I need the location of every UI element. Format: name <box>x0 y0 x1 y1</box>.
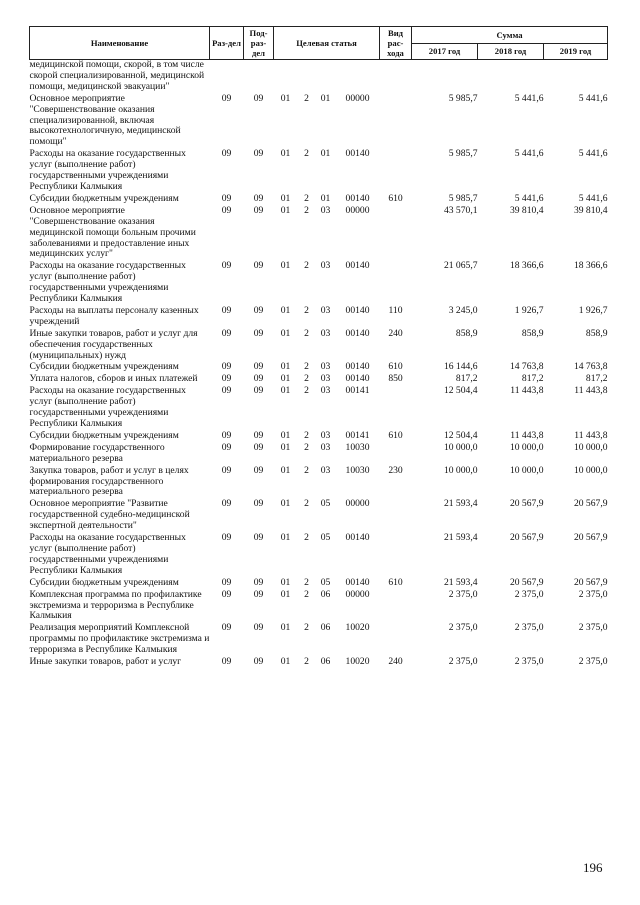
row-vid-rashoda: 610 <box>388 576 403 588</box>
row-sum-2018: 20 567,9 <box>509 532 544 544</box>
row-sum-2019: 11 443,8 <box>574 429 608 441</box>
row-podrazdel: 09 <box>253 622 264 634</box>
table-row <box>30 657 608 669</box>
row-razdel: 09 <box>221 260 232 272</box>
row-sum-2018: 5 441,6 <box>514 92 544 104</box>
row-sum-2018: 817,2 <box>521 373 544 385</box>
row-sum-2018: 39 810,4 <box>509 204 544 216</box>
row-vid-rashoda <box>380 386 412 431</box>
table-row <box>30 466 608 500</box>
table-row <box>30 194 608 206</box>
row-sum-2017: 16 144,6 <box>443 361 478 373</box>
row-name: Расходы на оказание государственных услуг (выполнение работ) государственными учреждениями Республики Калмыкия <box>29 385 186 429</box>
row-sum-2018: 2 375,0 <box>514 622 544 634</box>
row-target-program: 01 <box>280 441 291 453</box>
row-target-direction: 00140 <box>345 532 370 544</box>
row-podrazdel: 09 <box>253 441 264 453</box>
table-row <box>30 443 608 466</box>
table-row <box>30 329 608 363</box>
row-target-program: 01 <box>280 532 291 544</box>
row-target-subprogram: 2 <box>304 429 309 441</box>
row-name: медицинской помощи, скорой, в том числе скорой специализированной, медицинской помощи, медицинской эвакуации" <box>29 59 205 92</box>
row-target-direction: 00140 <box>345 148 370 160</box>
row-target-subprogram: 2 <box>304 327 309 339</box>
row-podrazdel: 09 <box>253 429 264 441</box>
row-target-direction: 00141 <box>345 385 370 397</box>
row-target-direction: 00000 <box>345 92 370 104</box>
row-podrazdel: 09 <box>253 464 264 476</box>
row-target-program: 01 <box>280 373 291 385</box>
row-sum-2018: 2 375,0 <box>514 588 544 600</box>
row-vid-rashoda <box>380 206 412 262</box>
row-target-event: 03 <box>320 304 331 316</box>
header-year-2019: 2019 год <box>544 43 608 60</box>
row-target-event <box>316 60 336 94</box>
row-podrazdel: 09 <box>253 498 264 510</box>
row-sum-2018: 5 441,6 <box>514 192 544 204</box>
row-podrazdel: 09 <box>253 656 264 668</box>
row-sum-2018 <box>478 60 544 94</box>
row-sum-2017: 12 504,4 <box>443 429 478 441</box>
row-sum-2017: 43 570,1 <box>443 204 478 216</box>
header-year-2017: 2017 год <box>412 43 478 60</box>
row-sum-2018: 5 441,6 <box>514 148 544 160</box>
table-row <box>30 149 608 194</box>
row-sum-2019: 2 375,0 <box>578 622 608 634</box>
row-sum-2017 <box>412 60 478 94</box>
row-target-subprogram: 2 <box>304 622 309 634</box>
row-razdel: 09 <box>221 204 232 216</box>
row-target-event: 03 <box>320 441 331 453</box>
row-razdel: 09 <box>221 385 232 397</box>
row-target-subprogram: 2 <box>304 464 309 476</box>
row-target-program: 01 <box>280 260 291 272</box>
row-target-program: 01 <box>280 588 291 600</box>
row-vid-rashoda <box>380 499 412 533</box>
row-target-program: 01 <box>280 656 291 668</box>
row-target-event: 01 <box>320 92 331 104</box>
row-razdel: 09 <box>221 622 232 634</box>
row-target-event: 06 <box>320 588 331 600</box>
table-row <box>30 499 608 533</box>
row-podrazdel: 09 <box>253 204 264 216</box>
row-razdel: 09 <box>221 464 232 476</box>
row-vid-rashoda: 610 <box>388 192 403 204</box>
row-sum-2018: 10 000,0 <box>509 464 544 476</box>
row-sum-2017: 10 000,0 <box>443 464 478 476</box>
row-target-direction: 00140 <box>345 327 370 339</box>
header-sum: Сумма <box>412 27 608 44</box>
row-razdel: 09 <box>221 429 232 441</box>
row-target-event: 01 <box>320 192 331 204</box>
row-target-direction: 00140 <box>345 576 370 588</box>
row-target-program: 01 <box>280 385 291 397</box>
row-target-direction: 00140 <box>345 304 370 316</box>
row-sum-2018: 20 567,9 <box>509 576 544 588</box>
row-sum-2019: 11 443,8 <box>574 385 608 397</box>
row-sum-2017: 2 375,0 <box>448 656 478 668</box>
row-target-subprogram: 2 <box>304 204 309 216</box>
row-target-event: 05 <box>320 532 331 544</box>
row-vid-rashoda: 610 <box>388 361 403 373</box>
row-name: Расходы на оказание государственных услуг (выполнение работ) государственными учреждениями Республики Калмыкия <box>29 260 186 305</box>
row-target-direction: 00000 <box>345 588 370 600</box>
table-row <box>30 60 608 94</box>
row-sum-2017: 5 985,7 <box>448 148 478 160</box>
row-sum-2019: 2 375,0 <box>578 588 608 600</box>
row-target-event: 05 <box>320 498 331 510</box>
row-target-subprogram <box>298 60 316 94</box>
row-vid-rashoda <box>380 94 412 150</box>
table-body <box>30 60 608 669</box>
row-vid-rashoda: 610 <box>388 429 403 441</box>
row-target-event: 03 <box>320 464 331 476</box>
row-podrazdel: 09 <box>253 385 264 397</box>
header-target: Целевая статья <box>274 27 380 60</box>
row-name: Реализация мероприятий Комплексной программы по профилактике экстремизма и терроризма в Республике Калмыкия <box>29 622 210 656</box>
row-name: Формирование государственного материального резерва <box>29 441 165 464</box>
row-razdel: 09 <box>221 576 232 588</box>
row-sum-2019: 10 000,0 <box>573 441 608 453</box>
row-razdel: 09 <box>221 361 232 373</box>
row-razdel: 09 <box>221 498 232 510</box>
row-sum-2018: 10 000,0 <box>509 441 544 453</box>
row-sum-2019: 5 441,6 <box>578 148 608 160</box>
row-target-event: 03 <box>320 327 331 339</box>
row-target-subprogram: 2 <box>304 441 309 453</box>
row-razdel: 09 <box>221 373 232 385</box>
row-razdel: 09 <box>221 588 232 600</box>
row-razdel: 09 <box>221 192 232 204</box>
row-name: Уплата налогов, сборов и иных платежей <box>29 373 198 385</box>
row-target-program: 01 <box>280 148 291 160</box>
row-target-event: 05 <box>320 576 331 588</box>
table-row <box>30 623 608 657</box>
row-target-program: 01 <box>280 92 291 104</box>
row-sum-2019 <box>544 60 608 94</box>
row-sum-2019: 20 567,9 <box>573 576 608 588</box>
row-name: Иные закупки товаров, работ и услуг <box>29 656 182 668</box>
row-vid-rashoda: 240 <box>388 656 403 668</box>
row-podrazdel <box>244 60 274 94</box>
row-sum-2018: 1 926,7 <box>514 304 544 316</box>
row-razdel: 09 <box>221 441 232 453</box>
row-podrazdel: 09 <box>253 361 264 373</box>
row-target-program: 01 <box>280 464 291 476</box>
row-target-subprogram: 2 <box>304 576 309 588</box>
row-sum-2019: 5 441,6 <box>578 192 608 204</box>
row-target-direction: 10030 <box>345 464 370 476</box>
row-vid-rashoda: 230 <box>388 464 403 476</box>
row-vid-rashoda <box>380 443 412 466</box>
row-target-subprogram: 2 <box>304 148 309 160</box>
row-sum-2017: 21 593,4 <box>443 576 478 588</box>
row-name: Субсидии бюджетным учреждениям <box>29 429 179 441</box>
row-target-event: 03 <box>320 204 331 216</box>
row-sum-2019: 10 000,0 <box>573 464 608 476</box>
row-sum-2019: 39 810,4 <box>573 204 608 216</box>
row-sum-2017: 21 593,4 <box>443 532 478 544</box>
row-target-direction: 00140 <box>345 192 370 204</box>
row-name: Расходы на выплаты персоналу казенных учреждений <box>29 304 199 327</box>
table-row <box>30 306 608 329</box>
row-podrazdel: 09 <box>253 327 264 339</box>
row-target-program <box>274 60 298 94</box>
row-vid-rashoda <box>380 590 412 624</box>
row-target-program: 01 <box>280 361 291 373</box>
row-podrazdel: 09 <box>253 588 264 600</box>
row-target-event: 03 <box>320 361 331 373</box>
row-target-subprogram: 2 <box>304 385 309 397</box>
row-sum-2018: 11 443,8 <box>510 429 544 441</box>
row-target-direction: 00000 <box>345 204 370 216</box>
page-number: 196 <box>583 860 603 875</box>
row-vid-rashoda <box>380 261 412 306</box>
row-name: Комплексная программа по профилактике экстремизма и терроризма в Республике Калмыкия <box>29 588 202 622</box>
row-sum-2019: 2 375,0 <box>578 656 608 668</box>
row-target-direction: 00140 <box>345 373 370 385</box>
row-target-direction: 10020 <box>345 656 370 668</box>
row-target-subprogram: 2 <box>304 92 309 104</box>
header-podrazdel: Под-раз-дел <box>244 27 274 60</box>
row-sum-2019: 14 763,8 <box>573 361 608 373</box>
row-target-subprogram: 2 <box>304 361 309 373</box>
row-razdel: 09 <box>221 148 232 160</box>
row-name: Основное мероприятие "Развитие государственной судебно-медицинской экспертной деятельности" <box>29 498 190 532</box>
table-row <box>30 261 608 306</box>
table-row <box>30 386 608 431</box>
row-podrazdel: 09 <box>253 260 264 272</box>
row-name: Закупка товаров, работ и услуг в целях формирования государственного материального резерва <box>29 464 189 498</box>
header-vid: Вид рас-хода <box>380 27 412 60</box>
table-row <box>30 94 608 150</box>
row-sum-2019: 1 926,7 <box>578 304 608 316</box>
row-name: Субсидии бюджетным учреждениям <box>29 192 179 204</box>
row-target-subprogram: 2 <box>304 260 309 272</box>
row-target-subprogram: 2 <box>304 304 309 316</box>
table-row <box>30 578 608 590</box>
row-vid-rashoda <box>380 149 412 194</box>
row-name: Расходы на оказание государственных услуг (выполнение работ) государственными учреждениями Республики Калмыкия <box>29 532 186 576</box>
row-target-program: 01 <box>280 304 291 316</box>
row-target-direction: 00140 <box>345 260 370 272</box>
row-sum-2017: 2 375,0 <box>448 622 478 634</box>
header-name: Наименование <box>30 27 210 60</box>
row-sum-2018: 858,9 <box>521 327 544 339</box>
row-name: Основное мероприятие "Совершенствование оказания специализированной, включая высокотехнологичную, медицинской помощи" <box>29 92 181 148</box>
row-sum-2019: 858,9 <box>585 327 608 339</box>
row-sum-2017: 5 985,7 <box>448 92 478 104</box>
row-target-direction: 00000 <box>345 498 370 510</box>
row-name: Иные закупки товаров, работ и услуг для обеспечения государственных (муниципальных) нужд <box>29 327 198 361</box>
row-sum-2019: 5 441,6 <box>578 92 608 104</box>
row-sum-2017: 2 375,0 <box>448 588 478 600</box>
row-sum-2018: 2 375,0 <box>514 656 544 668</box>
row-sum-2017: 10 000,0 <box>443 441 478 453</box>
row-sum-2018: 18 366,6 <box>509 260 544 272</box>
table-row <box>30 590 608 624</box>
row-target-direction <box>336 60 380 94</box>
row-razdel: 09 <box>221 656 232 668</box>
row-target-subprogram: 2 <box>304 532 309 544</box>
row-podrazdel: 09 <box>253 304 264 316</box>
row-vid-rashoda: 110 <box>388 304 403 316</box>
header-razdel: Раз-дел <box>210 27 244 60</box>
row-razdel: 09 <box>221 304 232 316</box>
row-name: Субсидии бюджетным учреждениям <box>29 576 179 588</box>
budget-table <box>29 26 608 669</box>
row-target-direction: 10020 <box>345 622 370 634</box>
row-sum-2019: 817,2 <box>585 373 608 385</box>
row-sum-2017: 5 985,7 <box>448 192 478 204</box>
row-target-subprogram: 2 <box>304 656 309 668</box>
table-row <box>30 206 608 262</box>
table-header <box>30 27 608 60</box>
row-vid-rashoda <box>380 623 412 657</box>
row-name: Основное мероприятие "Совершенствование оказания медицинской помощи больным прочими заболеваниями и предоставление иных медицинских услуг" <box>29 204 196 260</box>
row-target-program: 01 <box>280 498 291 510</box>
row-podrazdel: 09 <box>253 373 264 385</box>
row-sum-2017: 817,2 <box>455 373 478 385</box>
row-name: Субсидии бюджетным учреждениям <box>29 361 179 373</box>
row-target-event: 03 <box>320 429 331 441</box>
row-sum-2019: 20 567,9 <box>573 498 608 510</box>
row-target-event: 03 <box>320 373 331 385</box>
row-sum-2017: 21 593,4 <box>443 498 478 510</box>
row-sum-2018: 14 763,8 <box>509 361 544 373</box>
row-vid-rashoda <box>380 60 412 94</box>
row-target-event: 03 <box>320 385 331 397</box>
row-razdel: 09 <box>221 532 232 544</box>
row-razdel: 09 <box>221 92 232 104</box>
row-target-subprogram: 2 <box>304 498 309 510</box>
row-target-event: 06 <box>320 622 331 634</box>
row-podrazdel: 09 <box>253 576 264 588</box>
row-target-program: 01 <box>280 576 291 588</box>
row-target-subprogram: 2 <box>304 192 309 204</box>
row-sum-2018: 11 443,8 <box>510 385 544 397</box>
row-sum-2017: 3 245,0 <box>448 304 478 316</box>
row-sum-2018: 20 567,9 <box>509 498 544 510</box>
row-podrazdel: 09 <box>253 148 264 160</box>
row-sum-2019: 20 567,9 <box>573 532 608 544</box>
row-target-event: 03 <box>320 260 331 272</box>
row-sum-2019: 18 366,6 <box>573 260 608 272</box>
row-sum-2017: 858,9 <box>455 327 478 339</box>
row-target-subprogram: 2 <box>304 588 309 600</box>
row-razdel <box>210 60 244 94</box>
row-razdel: 09 <box>221 327 232 339</box>
row-target-program: 01 <box>280 429 291 441</box>
row-podrazdel: 09 <box>253 92 264 104</box>
row-target-program: 01 <box>280 192 291 204</box>
row-podrazdel: 09 <box>253 192 264 204</box>
row-target-event: 01 <box>320 148 331 160</box>
row-target-event: 06 <box>320 656 331 668</box>
table-row <box>30 533 608 578</box>
row-target-direction: 00140 <box>345 361 370 373</box>
header-year-2018: 2018 год <box>478 43 544 60</box>
row-vid-rashoda <box>380 533 412 578</box>
row-target-program: 01 <box>280 622 291 634</box>
row-target-subprogram: 2 <box>304 373 309 385</box>
row-podrazdel: 09 <box>253 532 264 544</box>
row-vid-rashoda: 240 <box>388 327 403 339</box>
row-target-direction: 10030 <box>345 441 370 453</box>
row-sum-2017: 21 065,7 <box>443 260 478 272</box>
row-name: Расходы на оказание государственных услуг (выполнение работ) государственными учреждениями Республики Калмыкия <box>29 148 186 192</box>
row-target-direction: 00141 <box>345 429 370 441</box>
row-vid-rashoda: 850 <box>388 373 403 385</box>
row-sum-2017: 12 504,4 <box>443 385 478 397</box>
row-target-program: 01 <box>280 327 291 339</box>
row-target-program: 01 <box>280 204 291 216</box>
